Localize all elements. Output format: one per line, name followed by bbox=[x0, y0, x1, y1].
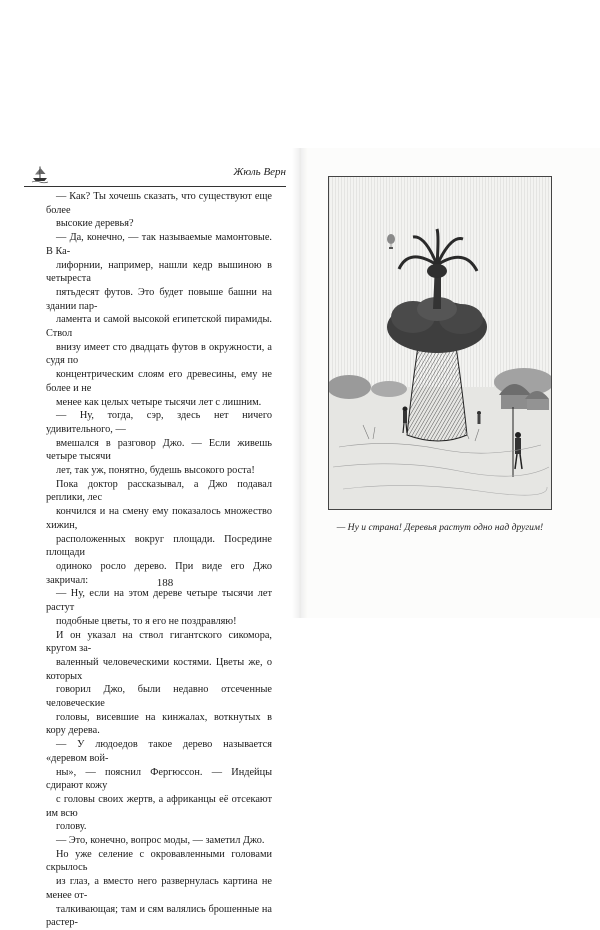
running-title: Жюль Верн bbox=[233, 166, 286, 178]
text-line: ны», — пояснил Фергюссон. — Индейцы сдирают кожу bbox=[46, 766, 272, 792]
text-line: ламента и самой высокой египетской пирамиды. Ствол bbox=[46, 314, 272, 340]
text-line: Пока доктор рассказывал, а Джо подавал реплики, лес bbox=[46, 478, 272, 504]
text-line: талкивающая; там и сям валялись брошенные на растер- bbox=[46, 903, 272, 929]
text-line: с головы своих жертв, а африканцы её отсекают им всю bbox=[46, 793, 272, 819]
running-head bbox=[24, 164, 286, 187]
text-line: — Ну, тогда, сэр, здесь нет ничего удивительного, — bbox=[46, 410, 272, 435]
text-line: кончился и на смену ему показалось множество хижин, bbox=[46, 506, 272, 531]
text-line: — У людоедов такое дерево называется «деревом вой- bbox=[46, 739, 272, 764]
ship-vignette-icon bbox=[30, 164, 50, 184]
text-line: менее как целых четыре тысячи лет с лишним. bbox=[56, 396, 262, 408]
text-line: Но уже селение с окровавленными головами скрылось bbox=[46, 848, 272, 874]
text-line: валенный человеческими костями. Цветы же, о которых bbox=[46, 656, 272, 682]
text-line: внизу имеет сто двадцать футов в окружности, а судя по bbox=[46, 341, 272, 367]
text-line: концентрическим слоям его древесины, ему не более и не bbox=[46, 369, 272, 394]
text-line: лифорнии, например, нашли кедр вышиною в четыреста bbox=[46, 259, 272, 285]
text-line: высокие деревья? bbox=[56, 218, 134, 230]
text-line: голову. bbox=[56, 821, 87, 833]
text-line: — Ну, если на этом дереве четыре тысячи лет растут bbox=[46, 588, 272, 614]
text-line: расположенных вокруг площади. Посредине площади bbox=[46, 533, 272, 559]
text-line: — Да, конечно, — так называемые мамонтовые. В Ка- bbox=[46, 232, 272, 257]
engraving-illustration bbox=[328, 176, 552, 510]
book-gutter bbox=[292, 148, 308, 618]
page-number: 188 bbox=[156, 577, 174, 589]
text-line: одиноко росло дерево. При виде его Джо закричал: bbox=[46, 560, 272, 586]
text-line: из глаз, а вместо него развернулась картина не менее от- bbox=[46, 876, 272, 901]
text-line: подобные цветы, то я его не поздравляю! bbox=[56, 615, 237, 627]
figure-far bbox=[477, 411, 481, 424]
engraving-drawing bbox=[329, 177, 551, 509]
text-line: лет, так уж, понятно, будешь высокого роста! bbox=[56, 465, 255, 477]
text-line: — Это, конечно, вопрос моды, — заметил Джо. bbox=[56, 835, 265, 847]
body-text bbox=[46, 190, 272, 930]
text-line: говорил Джо, были недавно отсеченные человеческие bbox=[46, 684, 272, 710]
text-line: пятьдесят футов. Это будет повыше башни на здании пар- bbox=[46, 286, 272, 312]
illustration-caption: — Ну и страна! Деревья растут одно над другим! bbox=[336, 522, 544, 533]
text-line: вмешался в разговор Джо. — Если живешь четыре тысячи bbox=[46, 437, 272, 463]
text-line: И он указал на ствол гигантского сикомора, кругом за- bbox=[46, 629, 272, 655]
text-line: головы, висевшие на кинжалах, воткнутых в кору дерева. bbox=[46, 711, 272, 737]
text-line: — Как? Ты хочешь сказать, что существуют еще более bbox=[46, 191, 272, 216]
